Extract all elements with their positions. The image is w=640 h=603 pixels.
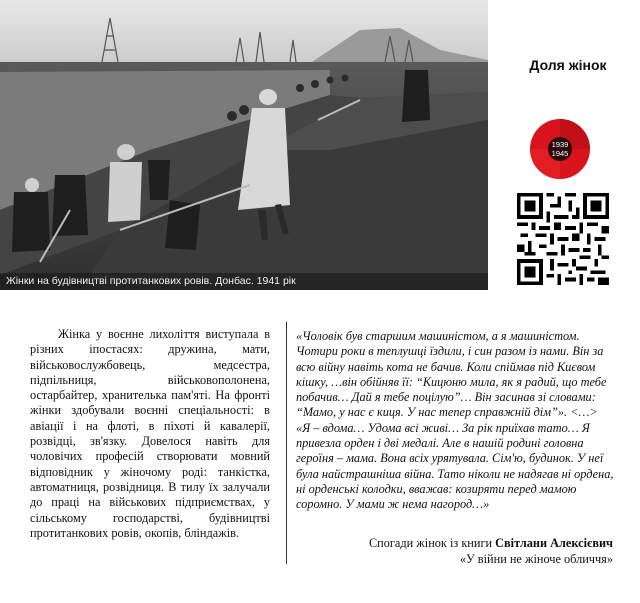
poppy-year-start: 1939 [551,140,569,149]
photo-caption: Жінки на будівництві протитанкових ровів. Донбас. 1941 рік [0,273,488,290]
source-prefix: Спогади жінок із книги [368,536,496,550]
main-paragraph: Жінка у воєнне лихоліття виступала в різних іпостасях: дружина, мати, військовослужбовець, медсестра, підпільниця, військовополонена, остарбайтер, хранителька пам'яті. На фронті жінки здобували воєнні спеціальності: в авіації і на флоті, в піхоті й кавалерії, розвідці, зв'язку. Довелося навіть для чоловічих професій створювати мовний відповідник у жіночому роді: танкістка, автоматниця, розвідниця. В тилу їх залучали до праці на військових підприємствах, у сільському господарстві, будівництві протитанкових ровів, окопів, бліндажів. [30,327,270,540]
source-author: Світлани Алексієвич [495,536,613,550]
historical-photo [0,0,488,290]
qr-code-icon[interactable] [517,193,609,285]
column-divider [286,322,287,564]
quote-paragraph-2: «Я – вдома… Удома всі живі… За рік приїхав тато… Я привезла орден і дві медалі. Але в нашій родині головна героїня – мама. Вона всіх урятувала. Сім'ю, будинок. У неї була найстрашніша війна. Тато ніколи не надягав ні ордена, ні орденські колодки, вважав: козиряти перед мамою соромно. У мами ж нема нагород…» [296,420,614,512]
main-text-column [30,327,270,541]
trench-photo-illustration [0,0,488,290]
quote-column [296,329,614,513]
quote-paragraph-1: «Чоловік був старшим машиністом, а я машиністом. Чотири роки в теплушці їздили, і син разом із нами. Він за всю війну навіть кота не бачив. Коли спіймав під Києвом кішку, …він обійняв її: “Кицюню мила, як я радий, що тебе побачив… Дай я тебе поцілую”… Він засинав зі словами: “Мамо, у нас є киця. У нас тепер справжній дім”». <…> [296,329,607,420]
section-title: Доля жінок [529,57,607,73]
source-attribution [369,536,613,567]
poppy-logo-icon [529,118,591,180]
source-book-title: «У війни не жіноче обличчя» [459,551,613,566]
poppy-year-end: 1945 [551,149,569,158]
